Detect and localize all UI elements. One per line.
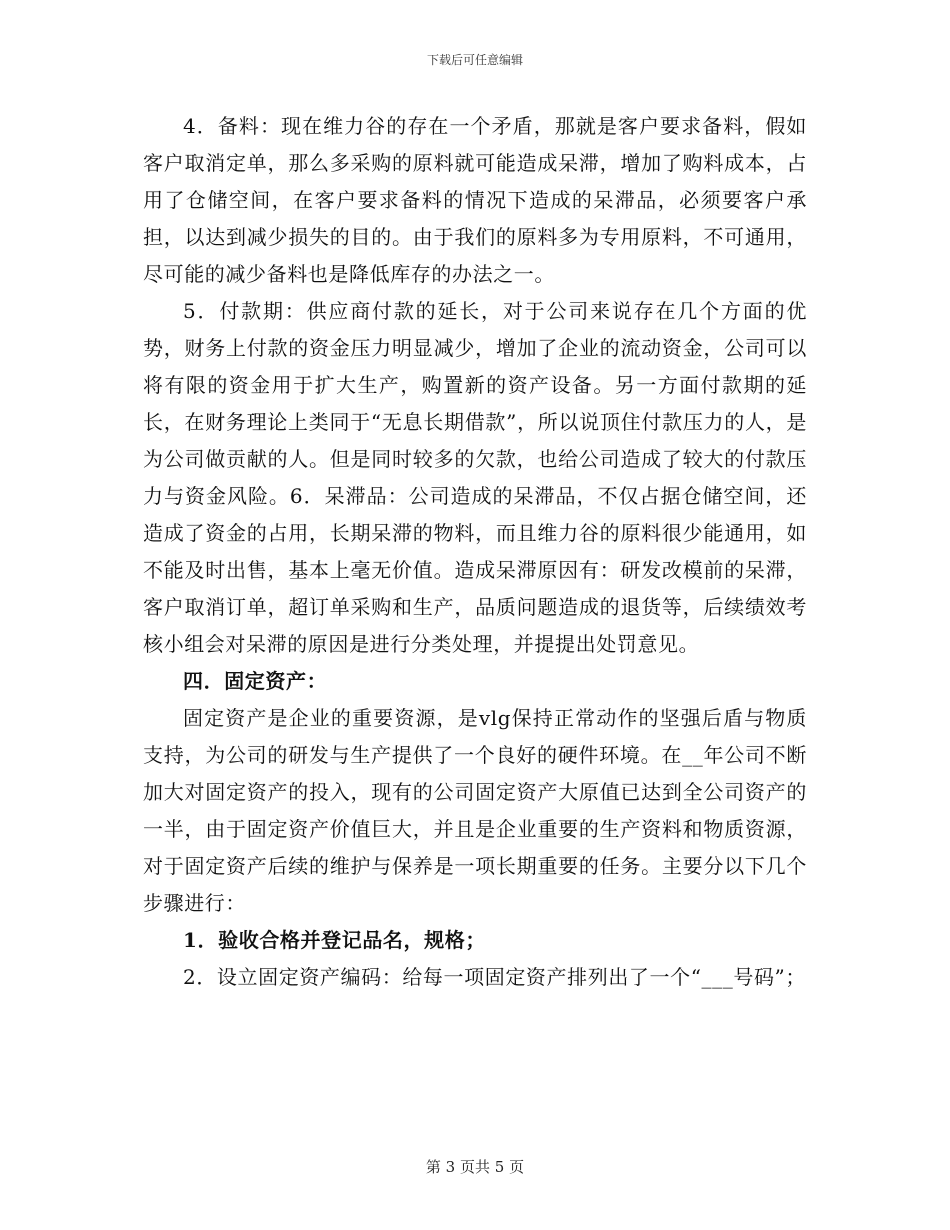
step-1-acceptance: 1．验收合格并登记品名，规格； [183,928,486,952]
step-2-asset-coding: 2．设立固定资产编码：给每一项固定资产排列出了一个“___号码”； [183,965,806,989]
paragraph-payment-term: 5．付款期：供应商付款的延长，对于公司来说存在几个方面的优势，财务上付款的资金压力明显减少，增加了企业的流动资金，公司可以将有限的资金用于扩大生产，购置新的资产设备。另一方面付款期的延长，在财务理论上类同于“无息长期借款”，所以说顶住付款压力的人，是为公司做贡献的人。但是同时较多的欠款，也给公司造成了较大的付款压力与资金风险。6．呆滞品：公司造成的呆滞品，不仅占据仓储空间，还造成了资金的占用，长期呆滞的物料，而且维力谷的原料很少能通用，如不能及时出售，基本上毫无价值。造成呆滞原因有：研发改模前的呆滞，客户取消订单，超订单采购和生产，品质问题造成的退货等，后续绩效考核小组会对呆滞的原因是进行分类处理，并提提出处罚意见。 [143,299,807,656]
paragraph-stock-preparation: 4．备料：现在维力谷的存在一个矛盾，那就是客户要求备料，假如客户取消定单，那么多采购的原料就可能造成呆滞，增加了购料成本，占用了仓储空间，在客户要求备料的情况下造成的呆滞品，必须要客户承担，以达到减少损失的目的。由于我们的原料多为专用原料，不可通用，尽可能的减少备料也是降低库存的办法之一。 [143,114,807,286]
page-footer: 第 3 页共 5 页 [425,1158,525,1176]
paragraph-fixed-assets-intro: 固定资产是企业的重要资源，是vlg保持正常动作的坚强后盾与物质支持，为公司的研发与生产提供了一个良好的硬件环境。在__年公司不断加大对固定资产的投入，现有的公司固定资产大原值已达到全公司资产的一半，由于固定资产价值巨大，并且是企业重要的生产资料和物质资源，对于固定资产后续的维护与保养是一项长期重要的任务。主要分以下几个步骤进行： [143,706,807,915]
page-header: 下载后可任意编辑 [426,53,523,67]
document-body [143,108,807,996]
section-heading-fixed-assets: 四．固定资产： [183,669,328,693]
